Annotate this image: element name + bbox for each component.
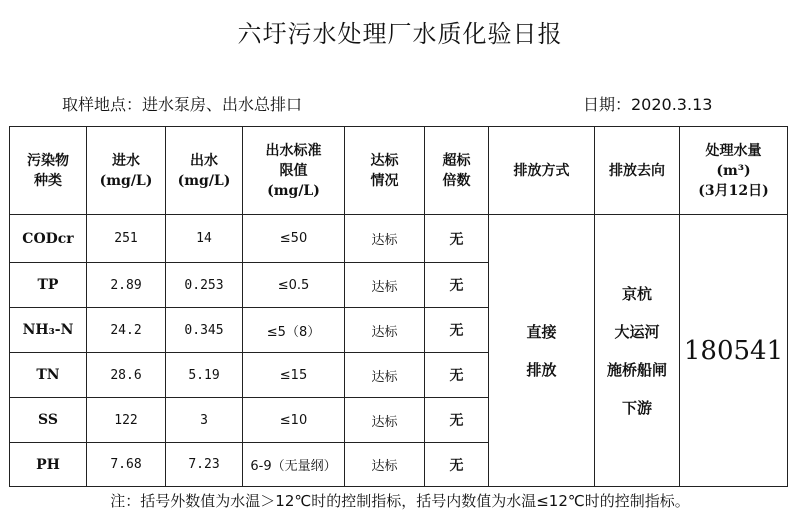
header-outflow (166, 127, 243, 215)
header-volume-line1: 处理水量 (705, 142, 762, 159)
header-exceed (425, 127, 489, 215)
header-outflow-line2: (mg/L) (177, 172, 231, 189)
inflow-value: 28.6 (87, 353, 166, 398)
header-volume (680, 127, 788, 215)
outflow-value: 7.23 (166, 443, 243, 487)
inflow-value: 122 (87, 398, 166, 443)
header-pollutant-line2: 种类 (34, 172, 62, 189)
pollutant-name: TP (10, 263, 87, 308)
status-value: 达标 (345, 398, 425, 443)
exceed-value: 无 (425, 215, 489, 263)
outflow-value: 14 (166, 215, 243, 263)
header-inflow (87, 127, 166, 215)
header-status (345, 127, 425, 215)
status-value: 达标 (345, 263, 425, 308)
report-date: 日期：2020.3.13 (583, 95, 713, 114)
header-discharge-dest: 排放去向 (595, 127, 680, 215)
header-volume-line2: (m³) (716, 162, 751, 179)
discharge-dest-line2: 大运河 (614, 322, 660, 341)
header-exceed-line2: 倍数 (442, 172, 471, 189)
status-value: 达标 (345, 353, 425, 398)
header-status-line1: 达标 (370, 152, 399, 169)
discharge-dest-line4: 下游 (621, 398, 652, 417)
header-discharge-method: 排放方式 (489, 127, 595, 215)
header-exceed-line1: 超标 (442, 152, 471, 169)
pollutant-name: SS (10, 398, 87, 443)
header-inflow-line2: (mg/L) (99, 172, 153, 189)
pollutant-name: NH₃-N (10, 308, 87, 353)
header-pollutant (10, 127, 87, 215)
header-limit-line2: 限值 (279, 162, 308, 179)
exceed-value: 无 (425, 263, 489, 308)
header-row (10, 127, 788, 215)
discharge-method-line2: 排放 (526, 360, 557, 379)
header-inflow-line1: 进水 (112, 152, 140, 169)
pollutant-name: TN (10, 353, 87, 398)
discharge-dest-cell (595, 215, 680, 487)
exceed-value: 无 (425, 398, 489, 443)
exceed-value: 无 (425, 443, 489, 487)
header-limit (243, 127, 345, 215)
discharge-method-cell (489, 215, 595, 487)
limit-value: ≤50 (243, 215, 345, 263)
inflow-value: 251 (87, 215, 166, 263)
limit-value: 6-9（无量纲） (243, 443, 345, 487)
limit-value: ≤0.5 (243, 263, 345, 308)
outflow-value: 0.345 (166, 308, 243, 353)
header-pollutant-line1: 污染物 (27, 152, 69, 169)
limit-value: ≤5（8） (243, 308, 345, 353)
header-limit-line3: (mg/L) (267, 182, 320, 199)
exceed-value: 无 (425, 353, 489, 398)
discharge-dest-line1: 京杭 (621, 284, 652, 303)
footnote: 注：括号外数值为水温＞12℃时的控制指标，括号内数值为水温≤12℃时的控制指标。 (110, 492, 690, 510)
outflow-value: 0.253 (166, 263, 243, 308)
exceed-value: 无 (425, 308, 489, 353)
treated-volume-value: 180541 (680, 215, 788, 487)
limit-value: ≤10 (243, 398, 345, 443)
status-value: 达标 (345, 308, 425, 353)
header-outflow-line1: 出水 (190, 152, 218, 169)
inflow-value: 2.89 (87, 263, 166, 308)
inflow-value: 7.68 (87, 443, 166, 487)
outflow-value: 5.19 (166, 353, 243, 398)
report-title: 六圩污水处理厂水质化验日报 (237, 20, 563, 48)
header-limit-line1: 出水标准 (265, 142, 322, 159)
inflow-value: 24.2 (87, 308, 166, 353)
discharge-method-line1: 直接 (526, 322, 557, 341)
discharge-dest-line3: 施桥船闸 (606, 360, 667, 379)
pollutant-name: PH (10, 443, 87, 487)
header-status-line2: 情况 (370, 172, 399, 189)
pollutant-name: CODcr (10, 215, 87, 263)
sampling-location: 取样地点：进水泵房、出水总排口 (62, 95, 303, 114)
status-value: 达标 (345, 215, 425, 263)
outflow-value: 3 (166, 398, 243, 443)
limit-value: ≤15 (243, 353, 345, 398)
table-row (10, 215, 788, 263)
water-quality-table (9, 126, 788, 487)
status-value: 达标 (345, 443, 425, 487)
header-volume-line3: (3月12日) (698, 182, 769, 199)
